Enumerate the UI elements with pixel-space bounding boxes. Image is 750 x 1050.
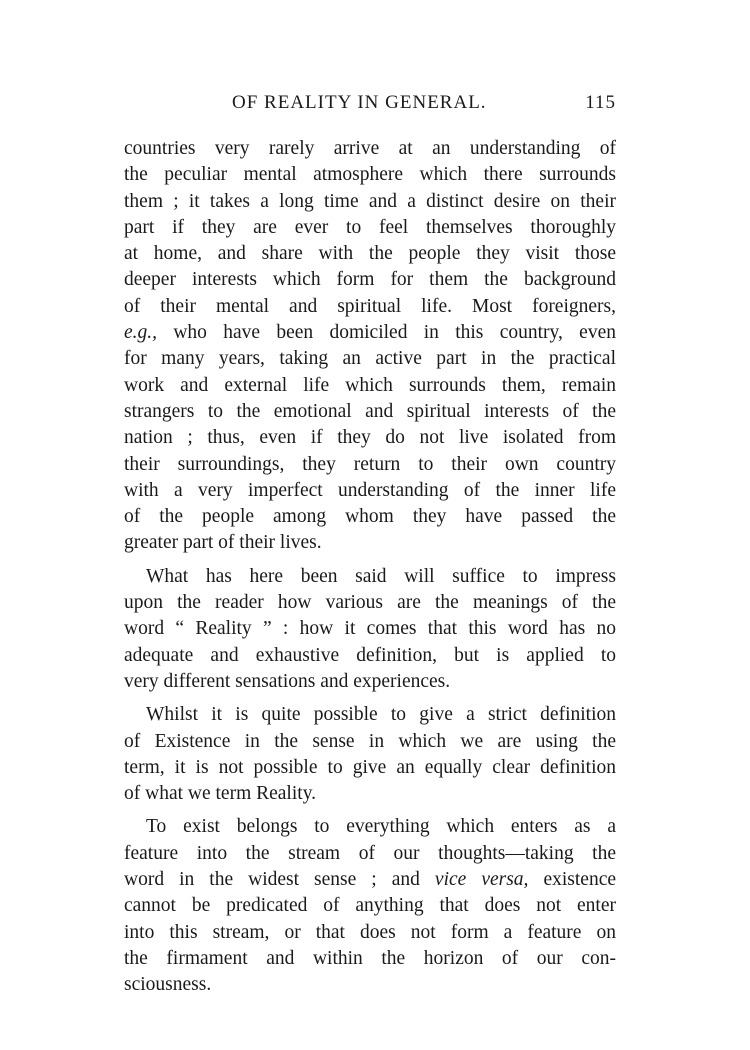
paragraph	[124, 814, 616, 998]
text-line: word “ Reality ” : how it comes that this word has no	[124, 618, 616, 640]
paragraph	[124, 136, 616, 557]
text-line: of what we term Reality.	[124, 783, 317, 805]
text-line: feature into the stream of our thoughts—taking the	[124, 842, 616, 864]
body-text	[124, 136, 616, 1006]
text-line: countries very rarely arrive at an understanding of	[124, 138, 616, 159]
text-line: of their mental and spiritual life. Most foreigners,	[124, 295, 616, 317]
text-line: word in the widest sense ; and vice versa, existence	[124, 869, 616, 891]
text-line: nation ; thus, even if they do not live isolated from	[124, 427, 616, 449]
text-line: cannot be predicated of anything that does not enter	[124, 895, 616, 917]
text-line: them ; it takes a long time and a distinct desire on their	[124, 190, 616, 212]
text-line: strangers to the emotional and spiritual interests of the	[124, 400, 616, 422]
text-line: upon the reader how various are the meanings of the	[124, 592, 616, 614]
running-head	[124, 92, 616, 122]
text-line: the firmament and within the horizon of our con-	[124, 947, 616, 969]
text-line: e.g., who have been domiciled in this country, even	[124, 322, 616, 344]
text-line: deeper interests which form for them the background	[124, 269, 616, 291]
text-line: sciousness.	[124, 974, 212, 996]
text-line: at home, and share with the people they visit those	[124, 243, 616, 265]
text-line: with a very imperfect understanding of the inner life	[124, 479, 616, 501]
text-line: adequate and exhaustive definition, but is applied to	[124, 644, 616, 666]
text-line: of the people among whom they have passed the	[124, 506, 616, 528]
paragraph	[124, 702, 616, 807]
text-line: work and external life which surrounds them, remain	[124, 374, 616, 396]
text-line: Whilst it is quite possible to give a strict definition	[146, 704, 616, 726]
text-line: into this stream, or that does not form a feature on	[124, 921, 616, 943]
paragraph	[124, 564, 616, 695]
text-line: To exist belongs to everything which enters as a	[146, 816, 616, 838]
text-line: greater part of their lives.	[124, 532, 322, 554]
text-line: part if they are ever to feel themselves thoroughly	[124, 216, 616, 238]
text-line: very different sensations and experiences.	[124, 670, 451, 692]
page-number: 115	[585, 92, 616, 113]
text-line: of Existence in the sense in which we are using the	[124, 730, 616, 752]
text-line: their surroundings, they return to their own country	[124, 453, 616, 475]
text-line: What has here been said will suffice to impress	[146, 565, 616, 587]
running-title: OF REALITY IN GENERAL.	[232, 92, 487, 113]
text-line: term, it is not possible to give an equally clear definition	[124, 756, 616, 778]
text-line: for many years, taking an active part in the practical	[124, 348, 616, 370]
text-line: the peculiar mental atmosphere which there surrounds	[124, 164, 616, 186]
